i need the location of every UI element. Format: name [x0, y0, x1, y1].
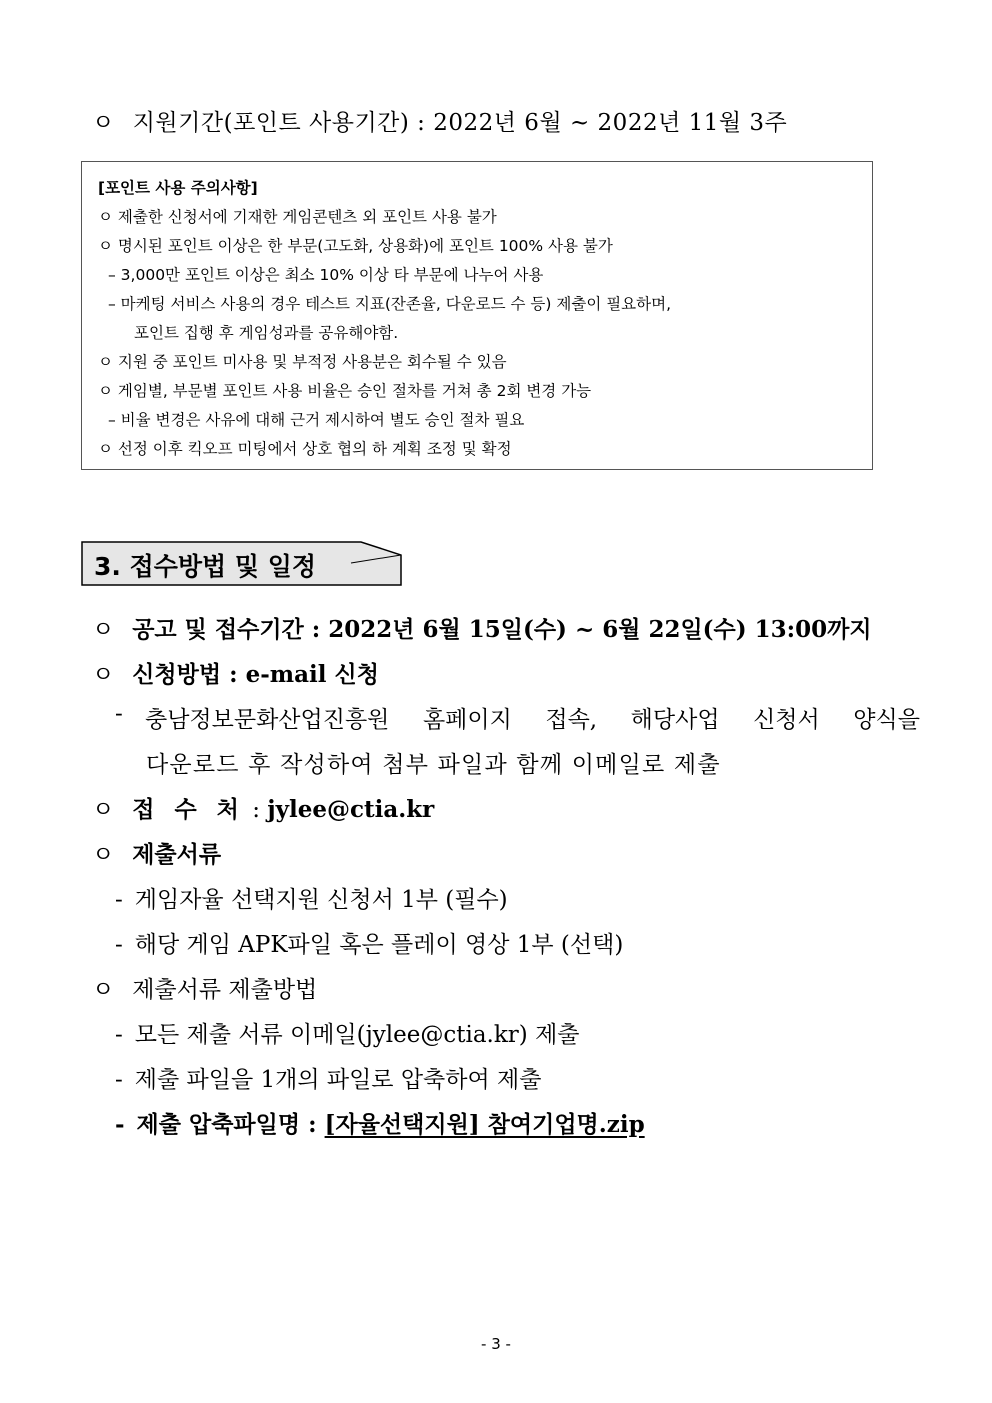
dash: -: [115, 701, 123, 727]
submission-item-text: 제출 파일을 1개의 파일로 압축하여 제출: [134, 1067, 542, 1093]
application-method-text: 신청방법 : e-mail 신청: [132, 661, 379, 688]
notice-line: – 비율 변경은 사유에 대해 근거 제시하여 별도 승인 절차 필요: [108, 411, 525, 429]
notice-line: – 마케팅 서비스 사용의 경우 테스트 지표(잔존율, 다운로드 수 등) 제출이 필요하며,: [108, 295, 672, 313]
bullet: ㅇ: [92, 842, 115, 868]
bullet: ㅇ: [92, 797, 115, 823]
word: 접속,: [545, 707, 598, 733]
dash: -: [115, 1111, 125, 1138]
recipient-separator: :: [252, 797, 260, 823]
application-period-line: [92, 611, 872, 644]
support-period-text: 지원기간(포인트 사용기간) : 2022년 6월 ~ 2022년 11월 3주: [132, 110, 788, 136]
submission-title: 제출서류 제출방법: [132, 977, 318, 1003]
submission-item-2: [115, 1061, 541, 1094]
archive-name-value: [자율선택지원] 참여기업명.zip: [324, 1111, 645, 1138]
archive-name-label: 제출 압축파일명 :: [136, 1111, 317, 1138]
word: 해당사업: [630, 707, 720, 733]
documents-item-text: 해당 게임 APK파일 혹은 플레이 영상 1부 (선택): [134, 932, 624, 958]
application-method-line: [92, 656, 379, 689]
notice-title: [포인트 사용 주의사항]: [98, 179, 258, 197]
notice-line: ㅇ 명시된 포인트 이상은 한 부문(고도화, 상용화)에 포인트 100% 사용 불가: [98, 237, 613, 255]
method-description-words: [145, 701, 920, 734]
notice-line: ㅇ 게임별, 부문별 포인트 사용 비율은 승인 절차를 거쳐 총 2회 변경 가능: [98, 382, 592, 400]
word: 충남정보문화산업진흥원: [145, 707, 390, 733]
notice-line: 포인트 집행 후 게임성과를 공유해야함.: [134, 324, 399, 342]
documents-item-1: [115, 881, 508, 914]
support-period-line: [92, 104, 787, 137]
notice-line: – 3,000만 포인트 이상은 최소 10% 이상 타 부문에 나누어 사용: [108, 266, 544, 284]
notice-line: ㅇ 제출한 신청서에 기재한 게임콘텐츠 외 포인트 사용 불가: [98, 208, 497, 226]
documents-title-line: [92, 836, 221, 869]
submission-title-line: [92, 971, 317, 1004]
bullet: ㅇ: [92, 977, 115, 1003]
dash: -: [115, 1022, 123, 1048]
submission-item-text: 모든 제출 서류 이메일(jylee@ctia.kr) 제출: [134, 1022, 580, 1048]
word: 홈페이지: [422, 707, 512, 733]
documents-item-text: 게임자율 선택지원 신청서 1부 (필수): [134, 887, 508, 913]
notice-line: ㅇ 선정 이후 킥오프 미팅에서 상호 협의 하 계획 조정 및 확정: [98, 440, 512, 458]
section-title: 3. 접수방법 및 일정: [94, 552, 317, 581]
dash: -: [115, 932, 123, 958]
point-notice-box: [81, 161, 873, 470]
method-description-line-1: [115, 701, 920, 734]
documents-item-2: [115, 926, 623, 959]
documents-title: 제출서류: [132, 841, 222, 868]
method-description-line-2: 다운로드 후 작성하여 첨부 파일과 함께 이메일로 제출: [146, 752, 721, 778]
dash: -: [115, 887, 123, 913]
recipient-label: 접 수 처: [132, 796, 245, 823]
application-period-text: 공고 및 접수기간 : 2022년 6월 15일(수) ~ 6월 22일(수) 13:00까지: [132, 616, 872, 643]
section-heading: [81, 541, 401, 585]
bullet: ㅇ: [92, 617, 115, 643]
notice-line: ㅇ 지원 중 포인트 미사용 및 부적정 사용분은 회수될 수 있음: [98, 353, 507, 371]
submission-item-3: [115, 1106, 645, 1139]
word: 양식을: [853, 707, 920, 733]
recipient-line: [92, 791, 434, 824]
dash: -: [115, 1067, 123, 1093]
word: 신청서: [753, 707, 820, 733]
recipient-email: jylee@ctia.kr: [267, 796, 435, 823]
submission-item-1: [115, 1016, 580, 1049]
bullet: ㅇ: [92, 662, 115, 688]
bullet: ㅇ: [92, 110, 115, 136]
page-number: - 3 -: [481, 1335, 511, 1353]
